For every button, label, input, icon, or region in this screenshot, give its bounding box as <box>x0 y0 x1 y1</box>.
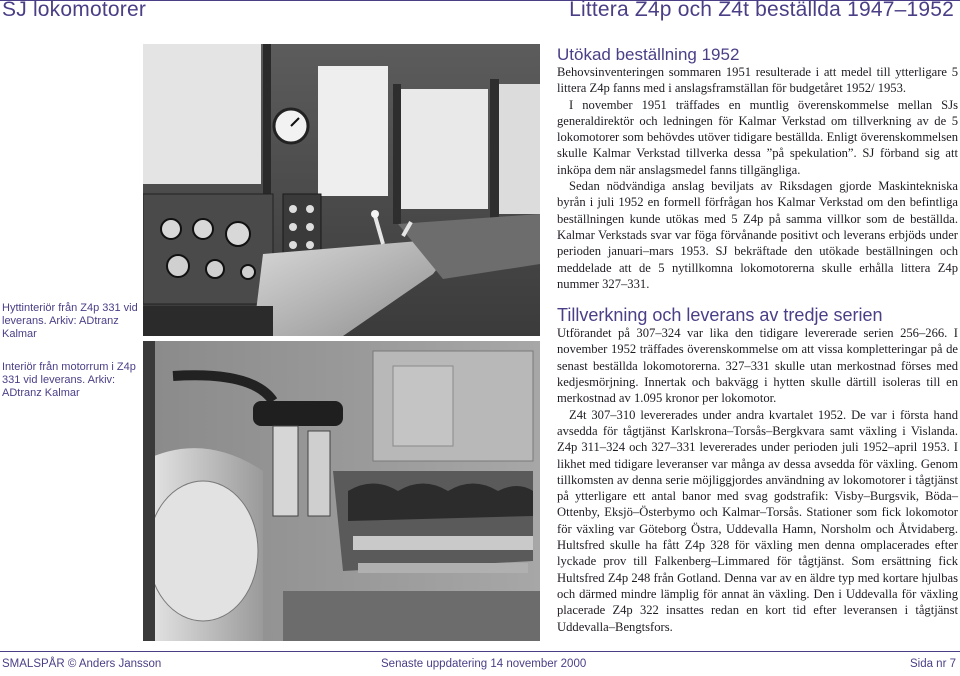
paragraph: Behovsinventeringen sommaren 1951 resulterade i att medel till ytterligare 5 littera Z4p fanns med i anslagsframställan för budgetåret 1952/ 1953. <box>557 65 958 96</box>
photo-caption-cab: Hyttinteriör från Z4p 331 vid leverans. Arkiv: ADtranz Kalmar <box>2 302 138 340</box>
footer-page-number: Sida nr 7 <box>909 658 956 670</box>
photo-engine-room <box>143 341 540 641</box>
paragraph: I november 1951 träffades en muntlig överenskommelse mellan SJs generaldirektör och ledningen för Kalmar Verkstad om tillverkning av de 5 lokomotorer som behövdes utöver tidigare beställda. Enligt överenskommelsen skulle Kalmar Verkstad tillverka dessa ”på spekulation”. SJ förband sig att inköpa dem när anslagsmedel fanns tillgängliga. <box>557 97 958 177</box>
photo-caption-engine-room: Interiör från motorrum i Z4p 331 vid leverans. Arkiv: ADtranz Kalmar <box>2 361 136 399</box>
section-heading-tillverkning: Tillverkning och leverans av tredje serien <box>557 305 883 326</box>
paragraph: Sedan nödvändiga anslag beviljats av Riksdagen gjorde Maskintekniska byrån i juli 1952 en formell förfrågan hos Kalmar Verkstad om den befintliga beställningen kunde utökas med 5 Z4p på samma villkor som de beställda. Kalmar Verkstads svar var föga förvånande positivt och leverans erbjöds under perioden januari–mars 1953. SJ bekräftade den utökade beställningen och meddelade att de 5 nytillkomna lokomotorerna skulle erhålla littera Z4p nummer 327–331. <box>557 179 958 291</box>
header-series-title: SJ lokomotorer <box>2 0 147 21</box>
paragraph: Z4t 307–310 levererades under andra kvartalet 1952. De var i första hand avsedda för tågtjänst Karlskrona–Torsås–Bergkvara samt växling i Vislanda. Z4p 311–324 och 327–331 levererades under perioden juli 1952–april 1953. I likhet med tidigare leveranser var många av dessa avsedda för växling. Genom tillkomsten av denna serie möjliggjordes användning av lokomotorer i tågtjänst på ytterligare ett antal banor med svag godstrafik: Visby–Burgsvik, Böda–Ottenby, Eksjö–Österbymo och Kalmar–Torsås. Stationer som fick lokomotor för växling var Göteborg Östra, Uddevalla Hamn, Norsholm och Åtvidaberg. Hultsfred skulle ha fått Z4p 328 för växling men denna omplacerades efter lyckade prov till Falkenberg–Limmared för tågtjänst. Som ersättning fick Hultsfred Z4p 248 från Gotland. Denna var av en äldre typ med kortare hjulbas och därmed mindre lämplig för annat än växling. Den i Uddevalla för växling placerade Z4p 322 insattes redan en kort tid efter leveransen i tågtjänst Uddevalla–Bengtsfors. <box>557 407 958 634</box>
section-heading-utokad: Utökad beställning 1952 <box>557 45 740 64</box>
photo-cab-interior <box>143 44 540 336</box>
footer-last-updated: Senaste uppdatering 14 november 2000 <box>381 658 587 670</box>
footer-copyright: SMALSPÅR © Anders Jansson <box>2 658 162 670</box>
paragraph: Utförandet på 307–324 var lika den tidigare levererade serien 256–266. I november 1952 träffades överenskommelse om att vissa kompletteringar på de senast beställda lokomotorerna. 327–331 skulle utan merkostnad förses med kedjesmörjning. Innertak och bakvägg i hytten skulle därtill isoleras till en merkostnad av 1.095 kronor per lokomotor. <box>557 326 958 406</box>
header-page-title: Littera Z4p och Z4t beställda 1947–1952 <box>569 0 954 21</box>
footer-rule <box>0 651 960 652</box>
article-body <box>557 45 958 635</box>
